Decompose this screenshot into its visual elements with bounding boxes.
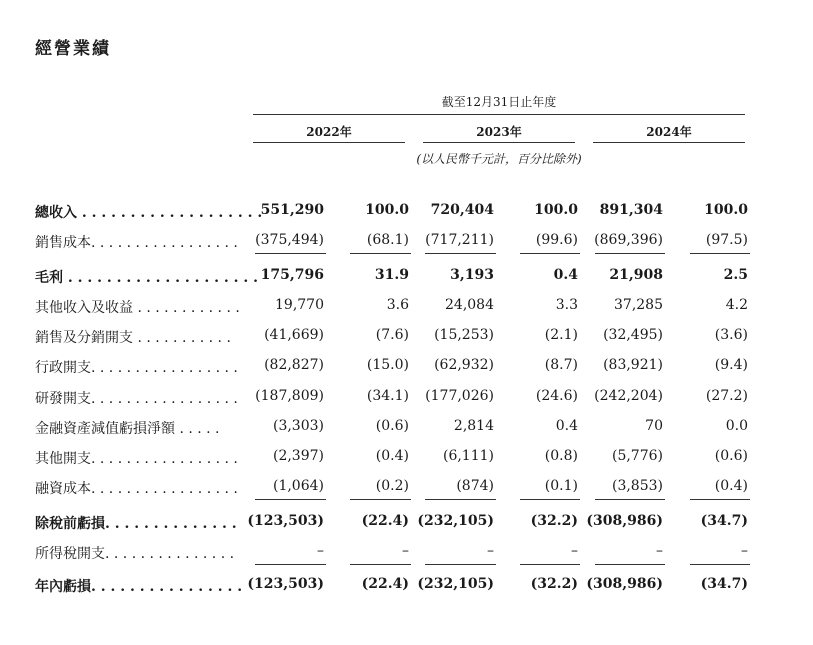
percent-cell: (3.6)	[714, 327, 748, 343]
subtotal-rule	[255, 253, 326, 254]
percent-cell: (8.7)	[544, 357, 578, 373]
table-row	[35, 388, 755, 410]
amount-cell: (32,495)	[603, 327, 663, 343]
subtotal-rule	[595, 253, 665, 254]
percent-cell: (24.6)	[535, 388, 578, 404]
amount-cell: (308,986)	[586, 513, 663, 529]
section-title: 經營業績	[35, 39, 111, 59]
percent-cell: (0.6)	[375, 418, 409, 434]
subtotal-rule	[425, 499, 496, 500]
amount-cell: 3,193	[450, 267, 494, 283]
percent-cell: 0.0	[725, 418, 748, 434]
row-label: 其他收入及收益 . . . . . . . . . . . .	[35, 300, 240, 316]
amount-cell: (717,211)	[425, 232, 494, 248]
subtotal-rule	[350, 564, 411, 565]
amount-cell: –	[487, 543, 494, 559]
year-rule-2023	[423, 142, 575, 143]
amount-cell: (5,776)	[611, 448, 663, 464]
row-label: 銷售成本. . . . . . . . . . . . . . . . .	[35, 235, 238, 251]
year-rule-2024	[593, 142, 745, 143]
row-label: 其他開支. . . . . . . . . . . . . . . . .	[35, 451, 238, 467]
amount-cell: (232,105)	[417, 513, 494, 529]
percent-cell: (34.1)	[366, 388, 409, 404]
amount-cell: (242,204)	[594, 388, 663, 404]
table-row	[35, 232, 755, 254]
subtotal-rule	[425, 564, 496, 565]
table-row	[35, 448, 755, 470]
subtotal-rule	[520, 253, 580, 254]
subtotal-rule	[595, 499, 665, 500]
amount-cell: 21,908	[609, 267, 663, 283]
subtotal-rule	[690, 499, 750, 500]
amount-cell: (41,669)	[264, 327, 324, 343]
percent-cell: (99.6)	[535, 232, 578, 248]
percent-cell: (68.1)	[366, 232, 409, 248]
amount-cell: (3,853)	[611, 478, 663, 494]
table-row	[35, 478, 755, 500]
percent-cell: (2.1)	[544, 327, 578, 343]
amount-cell: 720,404	[430, 202, 494, 218]
row-label: 總收入 . . . . . . . . . . . . . . . . . . .	[35, 205, 263, 221]
row-label: 銷售及分銷開支 . . . . . . . . . . .	[35, 330, 231, 346]
percent-cell: (0.4)	[714, 478, 748, 494]
amount-cell: (2,397)	[272, 448, 324, 464]
percent-cell: (0.1)	[544, 478, 578, 494]
percent-cell: (27.2)	[705, 388, 748, 404]
year-header-2024: 2024年	[646, 125, 692, 139]
year-rule-2022	[253, 142, 405, 143]
percent-cell: 0.4	[553, 267, 578, 283]
subtotal-rule	[350, 253, 411, 254]
row-label: 毛利 . . . . . . . . . . . . . . . . . . . .	[35, 270, 258, 286]
row-label: 金融資產減值虧損淨額 . . . . .	[35, 421, 220, 437]
percent-cell: (32.2)	[530, 576, 578, 592]
amount-cell: 19,770	[275, 297, 324, 313]
table-row	[35, 202, 755, 224]
subtotal-rule	[595, 564, 665, 565]
table-row	[35, 543, 755, 565]
table-row	[35, 327, 755, 349]
amount-cell: (82,827)	[264, 357, 324, 373]
amount-cell: (3,303)	[272, 418, 324, 434]
subtotal-rule	[425, 253, 496, 254]
row-label: 所得稅開支. . . . . . . . . . . . . . .	[35, 546, 235, 562]
percent-cell: (9.4)	[714, 357, 748, 373]
percent-cell: (22.4)	[361, 576, 409, 592]
year-header-2022: 2022年	[306, 125, 352, 139]
percent-cell: 4.2	[725, 297, 748, 313]
table-row	[35, 357, 755, 379]
percent-cell: 0.4	[555, 418, 578, 434]
amount-cell: (15,253)	[434, 327, 494, 343]
percent-cell: –	[402, 543, 409, 559]
amount-cell: (869,396)	[594, 232, 663, 248]
percent-cell: 100.0	[534, 202, 578, 218]
amount-cell: (62,932)	[434, 357, 494, 373]
percent-cell: 3.6	[386, 297, 409, 313]
subtotal-rule	[350, 499, 411, 500]
unit-note: (以人民幣千元計，百分比除外)	[416, 152, 582, 166]
subtotal-rule	[690, 253, 750, 254]
percent-cell: 100.0	[365, 202, 409, 218]
amount-cell: (6,111)	[442, 448, 494, 464]
percent-cell: 100.0	[704, 202, 748, 218]
amount-cell: 70	[645, 418, 663, 434]
row-label: 年內虧損. . . . . . . . . . . . . . . .	[35, 579, 243, 595]
amount-cell: 37,285	[614, 297, 663, 313]
percent-cell: (97.5)	[705, 232, 748, 248]
amount-cell: 551,290	[260, 202, 324, 218]
percent-cell: 2.5	[723, 267, 748, 283]
percent-cell: (15.0)	[366, 357, 409, 373]
amount-cell: (187,809)	[255, 388, 324, 404]
percent-cell: (34.7)	[700, 513, 748, 529]
amount-cell: –	[656, 543, 663, 559]
percent-cell: –	[741, 543, 748, 559]
period-rule	[253, 114, 745, 115]
row-label: 行政開支. . . . . . . . . . . . . . . . .	[35, 360, 238, 376]
percent-cell: (22.4)	[361, 513, 409, 529]
percent-cell: (32.2)	[530, 513, 578, 529]
table-row	[35, 267, 755, 289]
period-header: 截至12月31日止年度	[441, 95, 557, 109]
subtotal-rule	[255, 499, 326, 500]
table-row	[35, 418, 755, 440]
amount-cell: 175,796	[260, 267, 324, 283]
subtotal-rule	[520, 564, 580, 565]
amount-cell: (232,105)	[417, 576, 494, 592]
amount-cell: (177,026)	[425, 388, 494, 404]
amount-cell: (123,503)	[247, 513, 324, 529]
amount-cell: 24,084	[445, 297, 494, 313]
table-row	[35, 576, 755, 598]
percent-cell: (7.6)	[375, 327, 409, 343]
row-label: 除稅前虧損. . . . . . . . . . . . . .	[35, 516, 237, 532]
percent-cell: (34.7)	[700, 576, 748, 592]
percent-cell: –	[571, 543, 578, 559]
amount-cell: (1,064)	[272, 478, 324, 494]
table-row	[35, 297, 755, 319]
percent-cell: (0.8)	[544, 448, 578, 464]
percent-cell: (0.6)	[714, 448, 748, 464]
amount-cell: (83,921)	[603, 357, 663, 373]
amount-cell: 891,304	[599, 202, 663, 218]
table-row	[35, 513, 755, 535]
subtotal-rule	[520, 499, 580, 500]
percent-cell: (0.4)	[375, 448, 409, 464]
percent-cell: 31.9	[374, 267, 409, 283]
percent-cell: 3.3	[555, 297, 578, 313]
row-label: 研發開支. . . . . . . . . . . . . . . . .	[35, 391, 238, 407]
subtotal-rule	[690, 564, 750, 565]
amount-cell: 2,814	[453, 418, 494, 434]
amount-cell: (123,503)	[247, 576, 324, 592]
amount-cell: (308,986)	[586, 576, 663, 592]
year-header-2023: 2023年	[476, 125, 522, 139]
amount-cell: (375,494)	[255, 232, 324, 248]
amount-cell: (874)	[456, 478, 494, 494]
subtotal-rule	[255, 564, 326, 565]
percent-cell: (0.2)	[375, 478, 409, 494]
amount-cell: –	[317, 543, 324, 559]
row-label: 融資成本. . . . . . . . . . . . . . . . .	[35, 481, 238, 497]
